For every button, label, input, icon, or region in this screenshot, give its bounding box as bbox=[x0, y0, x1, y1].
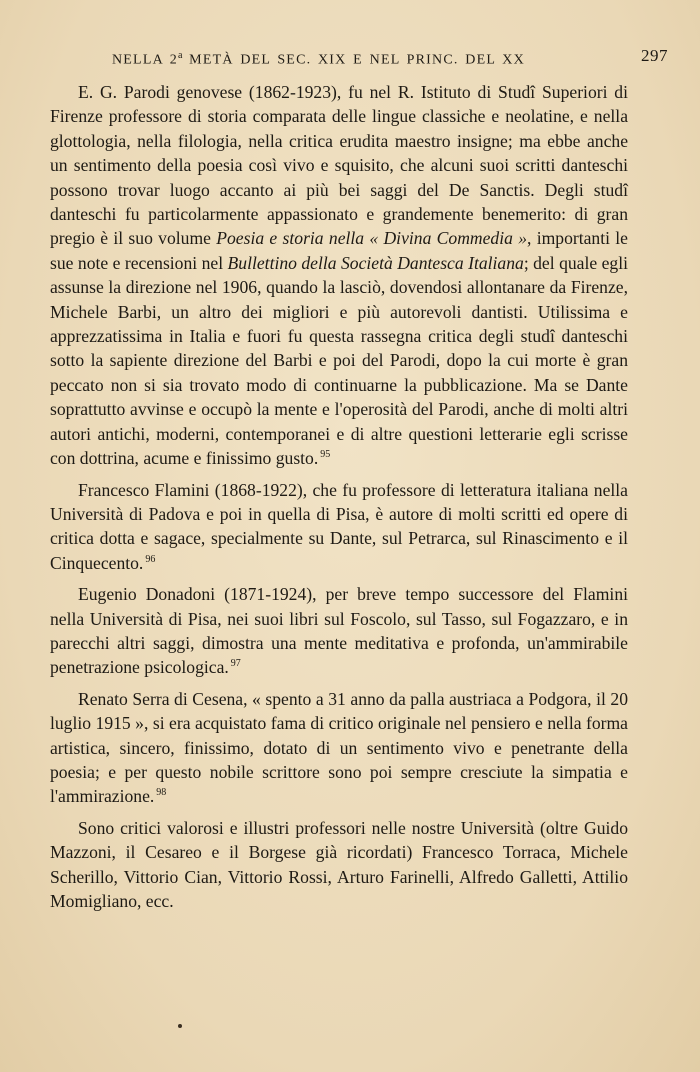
paragraph-critici bbox=[50, 816, 628, 914]
footnote-ref-96: 96 bbox=[145, 553, 156, 565]
footnote-ref-98: 98 bbox=[156, 787, 167, 799]
paragraph-text: , importanti le sue note e recensioni nel bbox=[50, 228, 628, 273]
paragraph-donadoni bbox=[50, 582, 628, 680]
footnote-ref-97: 97 bbox=[230, 658, 241, 670]
paragraph-serra bbox=[50, 687, 628, 809]
paragraph-text: Sono critici valorosi e illustri professori nelle nostre Università (oltre Guido Mazzoni, il Cesareo e il Borgese già ricordati) Francesco Torraca, Michele Scherillo, Vittorio Cian, Vittorio Rossi, Arturo Farinelli, Alfredo Galletti, Attilio Momigliano, ecc. bbox=[50, 817, 628, 911]
body-text bbox=[50, 80, 628, 913]
paragraph-text: Renato Serra di Cesena, « spento a 31 anno da palla austriaca a Podgora, il 20 luglio 1915 », si era acquistato fama di critico originale nel pensiero e nella forma artistica, sincero, finissimo, dotato di un sentimento vivo e penetrante della poesia; e per questo nobile scrittore sono poi sempre cresciute la simpatia e l'ammirazione. bbox=[50, 688, 628, 807]
running-head-superscript: a bbox=[178, 50, 183, 61]
running-head-title bbox=[112, 50, 525, 69]
paragraph-text: ; del quale egli assunse la direzione nel 1906, quando la lasciò, dovendosi allontanare da Firenze, Michele Barbi, un altro dei migliori e più autorevoli dantisti. Utilissima e apprezzatissima in Italia e fuori fu questa rassegna critica degli studî danteschi sotto la sapiente direzione del Barbi e poi del Parodi, dopo la cui morte è gran peccato non si sia trovato modo di continuarne la pubblicazione. Ma se Dante soprattutto avvinse e occupò la mente e l'operosità del Parodi, anche di molti altri autori antichi, moderni, contemporanei e di altre questioni letterarie egli scrisse con dottrina, acume e finissimo gusto. bbox=[50, 252, 628, 469]
running-head-title-rest: METÀ DEL SEC. XIX E NEL PRINC. DEL XX bbox=[182, 52, 525, 68]
page-number: 297 bbox=[641, 46, 668, 65]
paragraph-flamini bbox=[50, 478, 628, 576]
running-head bbox=[112, 46, 672, 70]
paragraph-text: Francesco Flamini (1868-1922), che fu professore di letteratura italiana nella Università di Padova e poi in quella di Pisa, è autore di molti scritti ed opere di critica dotta e sagace, specialmente su Dante, sul Petrarca, sul Rinascimento e il Cinquecento. bbox=[50, 479, 628, 573]
paragraph-text: E. G. Parodi genovese (1862-1923), fu nel R. Istituto di Studî Superiori di Firenze professore di storia comparata delle lingue classiche e neolatine, e nella glottologia, nella filologia, nella critica erudita maestro insigne; ma ebbe anche un sentimento della poesia così vivo e squisito, che alcuni suoi scritti danteschi possono trovar luogo accanto ai più bei saggi del De Sanctis. Degli studî danteschi fu particolarmente appassionato e grandemente benemerito: di gran pregio è il suo volume bbox=[50, 82, 628, 249]
running-head-title-part: NELLA 2 bbox=[112, 52, 179, 68]
footnote-ref-95: 95 bbox=[320, 449, 331, 461]
ink-speck bbox=[178, 1024, 182, 1028]
paragraph-parodi bbox=[50, 80, 628, 471]
paragraph-text: Eugenio Donadoni (1871-1924), per breve tempo successore del Flamini nella Università di Pisa, nei suoi libri sul Foscolo, sul Tasso, sul Fogazzaro, e in parecchi altri saggi, dimostra una mente meditativa e profonda, un'ammirabile penetrazione psicologica. bbox=[50, 584, 628, 678]
book-title-italic: Poesia e storia nella « Divina Commedia » bbox=[216, 228, 527, 249]
journal-title-italic: Bullettino della Società Dantesca Italiana bbox=[227, 252, 524, 273]
